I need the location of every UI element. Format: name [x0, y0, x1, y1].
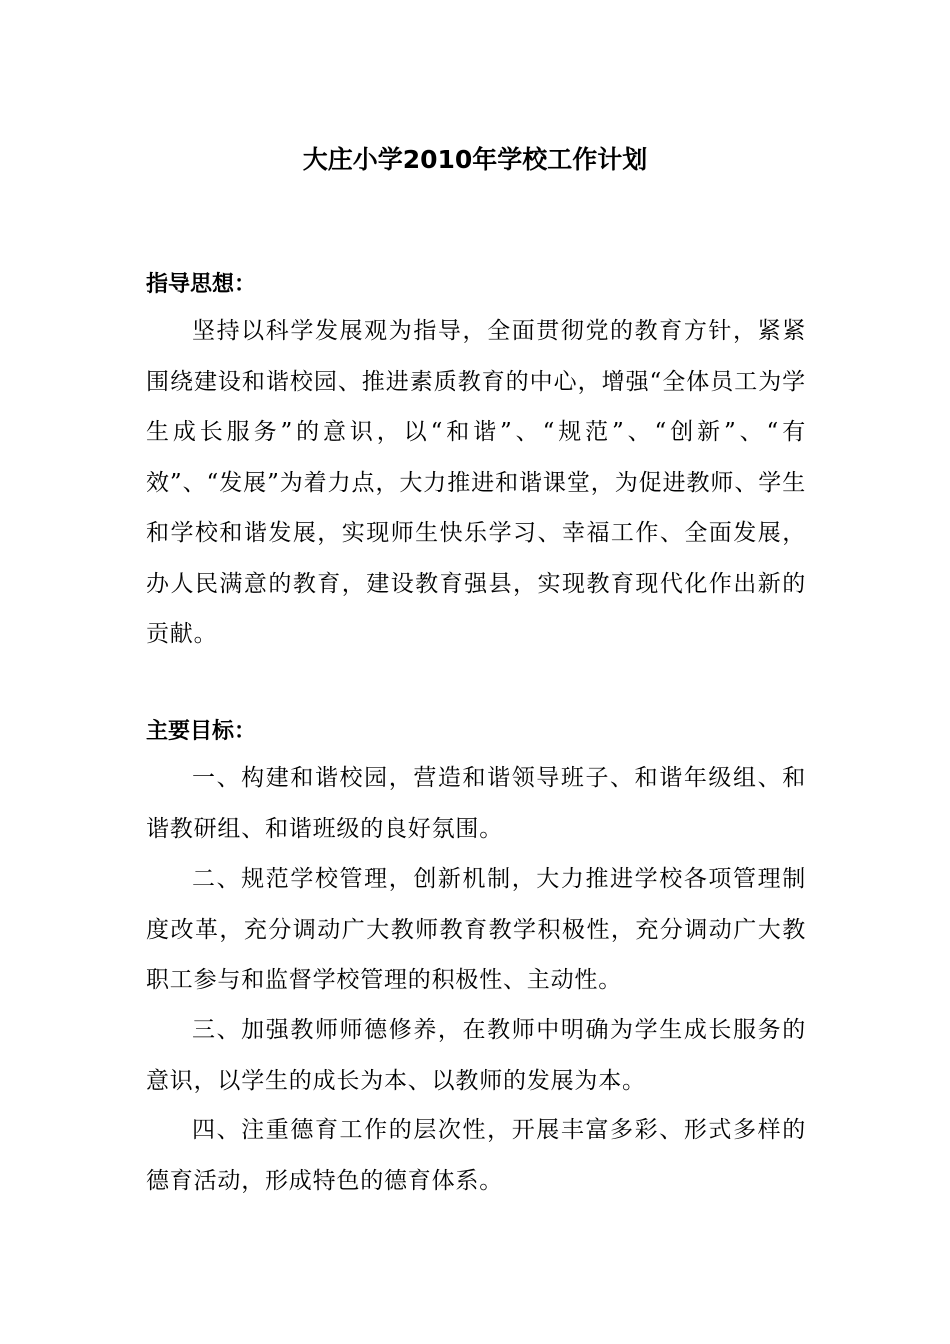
document-title: 大庄小学2010年学校工作计划: [302, 145, 648, 174]
paragraph-guiding-ideology: 坚持以科学发展观为指导，全面贯彻党的教育方针，紧紧围绕建设和谐校园、推进素质教育的中心，增强“全体员工为学生成长服务”的意识，以“和谐”、“规范”、“创新”、“有效”、“发展”为着力点，大力推进和谐课堂，为促进教师、学生和学校和谐发展，实现师生快乐学习、幸福工作、全面发展，办人民满意的教育，建设教育强县，实现教育现代化作出新的贡献。: [146, 318, 806, 647]
paragraph-goal-3: 三、加强教师师德修养，在教师中明确为学生成长服务的意识，以学生的成长为本、以教师的发展为本。: [146, 1017, 806, 1094]
paragraph-goal-2: 二、规范学校管理，创新机制，大力推进学校各项管理制度改革，充分调动广大教师教育教学积极性，充分调动广大教职工参与和监督学校管理的积极性、主动性。: [146, 866, 806, 993]
paragraph-goal-4: 四、注重德育工作的层次性，开展丰富多彩、形式多样的德育活动，形成特色的德育体系。: [146, 1117, 806, 1194]
section-heading-main-goals: 主要目标：: [146, 719, 257, 744]
paragraph-goal-1: 一、构建和谐校园，营造和谐领导班子、和谐年级组、和谐教研组、和谐班级的良好氛围。: [146, 765, 806, 842]
section-heading-guiding-ideology: 指导思想：: [146, 272, 257, 297]
